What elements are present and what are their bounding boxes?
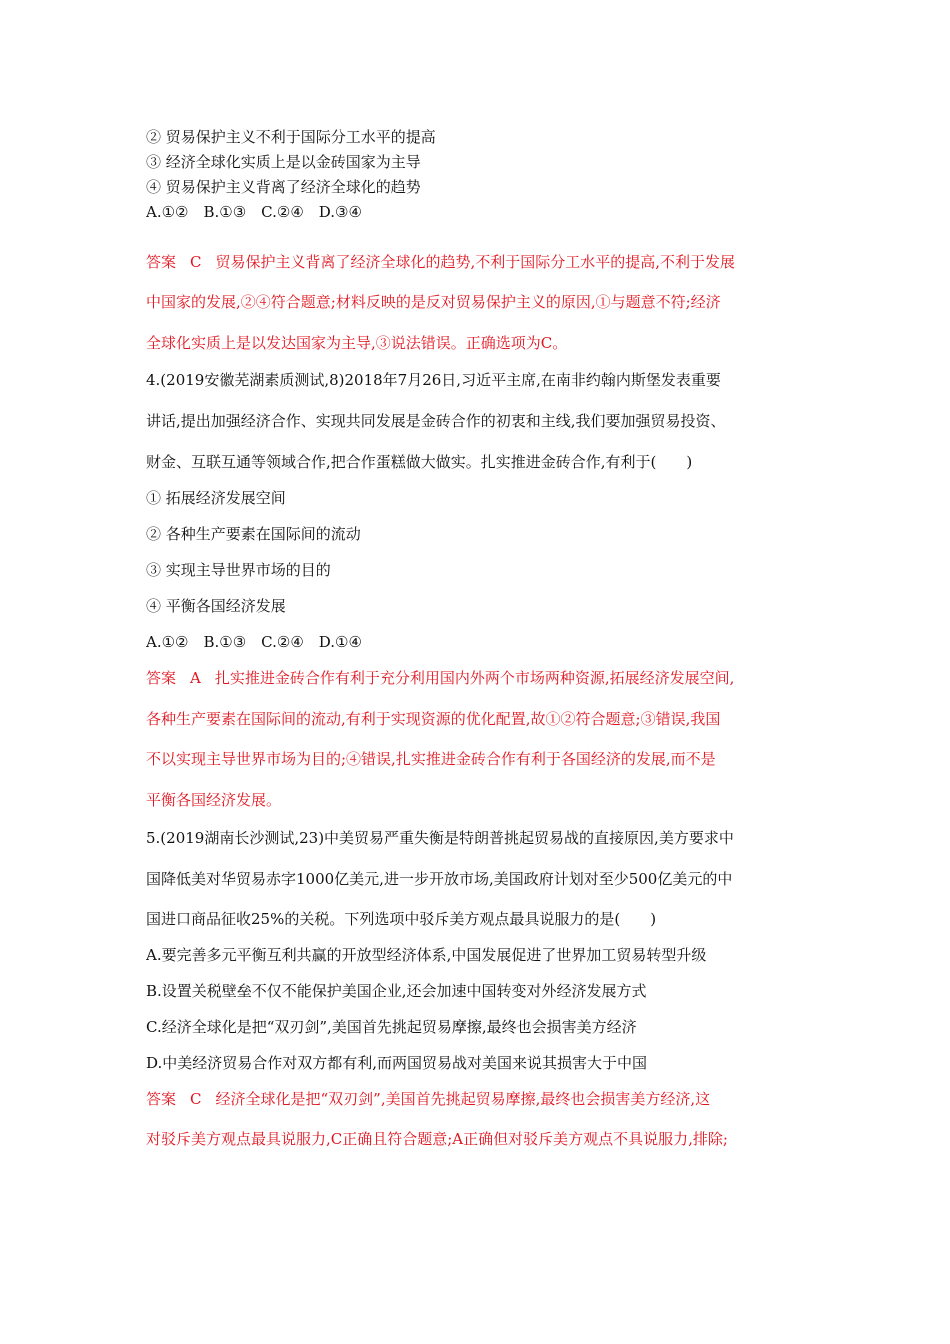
q3-answer-text-1: 贸易保护主义背离了经济全球化的趋势,不利于国际分工水平的提高,不利于发展	[215, 253, 736, 271]
q3-answer-label: 答案	[146, 253, 177, 271]
q3-option-2: ② 贸易保护主义不利于国际分工水平的提高	[146, 128, 436, 146]
q5-stem-line-3: 国进口商品征收25%的关税。下列选项中驳斥美方观点最具说服力的是( )	[146, 910, 657, 928]
q4-option-1: ① 拓展经济发展空间	[146, 489, 286, 507]
q3-answer-key: C	[190, 253, 202, 271]
q4-option-4: ④ 平衡各国经济发展	[146, 597, 286, 615]
q5-answer-line-1	[146, 1089, 816, 1109]
q3-choices: A.①② B.①③ C.②④ D.③④	[146, 203, 362, 221]
q4-answer-line-2: 各种生产要素在国际间的流动,有利于实现资源的优化配置,故①②符合题意;③错误,我国	[146, 710, 721, 728]
q5-stem-line-2: 国降低美对华贸易赤字1000亿美元,进一步开放市场,美国政府计划对至少500亿美元的中	[146, 870, 733, 888]
q4-answer-label: 答案	[146, 669, 177, 687]
q5-option-b: B.设置关税壁垒不仅不能保护美国企业,还会加速中国转变对外经济发展方式	[146, 982, 647, 1000]
q4-option-2: ② 各种生产要素在国际间的流动	[146, 525, 361, 543]
q4-answer-line-4: 平衡各国经济发展。	[146, 791, 282, 809]
q5-answer-text-1: 经济全球化是把“双刃剑”,美国首先挑起贸易摩擦,最终也会损害美方经济,这	[215, 1090, 711, 1108]
q5-option-d: D.中美经济贸易合作对双方都有利,而两国贸易战对美国来说其损害大于中国	[146, 1054, 648, 1072]
q3-option-3: ③ 经济全球化实质上是以金砖国家为主导	[146, 153, 421, 171]
q4-stem-line-2: 讲话,提出加强经济合作、实现共同发展是金砖合作的初衷和主线,我们要加强贸易投资、	[146, 412, 726, 430]
q5-answer-key: C	[190, 1090, 202, 1108]
q5-option-c: C.经济全球化是把“双刃剑”,美国首先挑起贸易摩擦,最终也会损害美方经济	[146, 1018, 637, 1036]
q4-answer-line-3: 不以实现主导世界市场为目的;④错误,扎实推进金砖合作有利于各国经济的发展,而不是	[146, 750, 716, 768]
q5-answer-label: 答案	[146, 1090, 177, 1108]
q4-answer-line-1	[146, 668, 816, 688]
q4-stem-line-3: 财金、互联互通等领域合作,把合作蛋糕做大做实。扎实推进金砖合作,有利于( )	[146, 453, 693, 471]
q5-answer-line-2: 对驳斥美方观点最具说服力,C正确且符合题意;A正确但对驳斥美方观点不具说服力,排除;	[146, 1130, 728, 1148]
q4-stem-line-1: 4.(2019安徽芜湖素质测试,8)2018年7月26日,习近平主席,在南非约翰内斯堡发表重要	[146, 371, 721, 389]
q4-answer-key: A	[190, 669, 201, 687]
q4-choices: A.①② B.①③ C.②④ D.①④	[146, 633, 362, 651]
q3-answer-line-2: 中国家的发展,②④符合题意;材料反映的是反对贸易保护主义的原因,①与题意不符;经济	[146, 293, 721, 311]
q4-option-3: ③ 实现主导世界市场的目的	[146, 561, 331, 579]
q4-answer-text-1: 扎实推进金砖合作有利于充分利用国内外两个市场两种资源,拓展经济发展空间,	[214, 669, 735, 687]
q3-answer-line-3: 全球化实质上是以发达国家为主导,③说法错误。正确选项为C。	[146, 334, 568, 352]
q5-stem-line-1: 5.(2019湖南长沙测试,23)中美贸易严重失衡是特朗普挑起贸易战的直接原因,美方要求中	[146, 829, 734, 847]
q3-answer-line-1	[146, 252, 816, 272]
q5-option-a: A.要完善多元平衡互利共赢的开放型经济体系,中国发展促进了世界加工贸易转型升级	[146, 946, 707, 964]
q3-option-4: ④ 贸易保护主义背离了经济全球化的趋势	[146, 178, 421, 196]
